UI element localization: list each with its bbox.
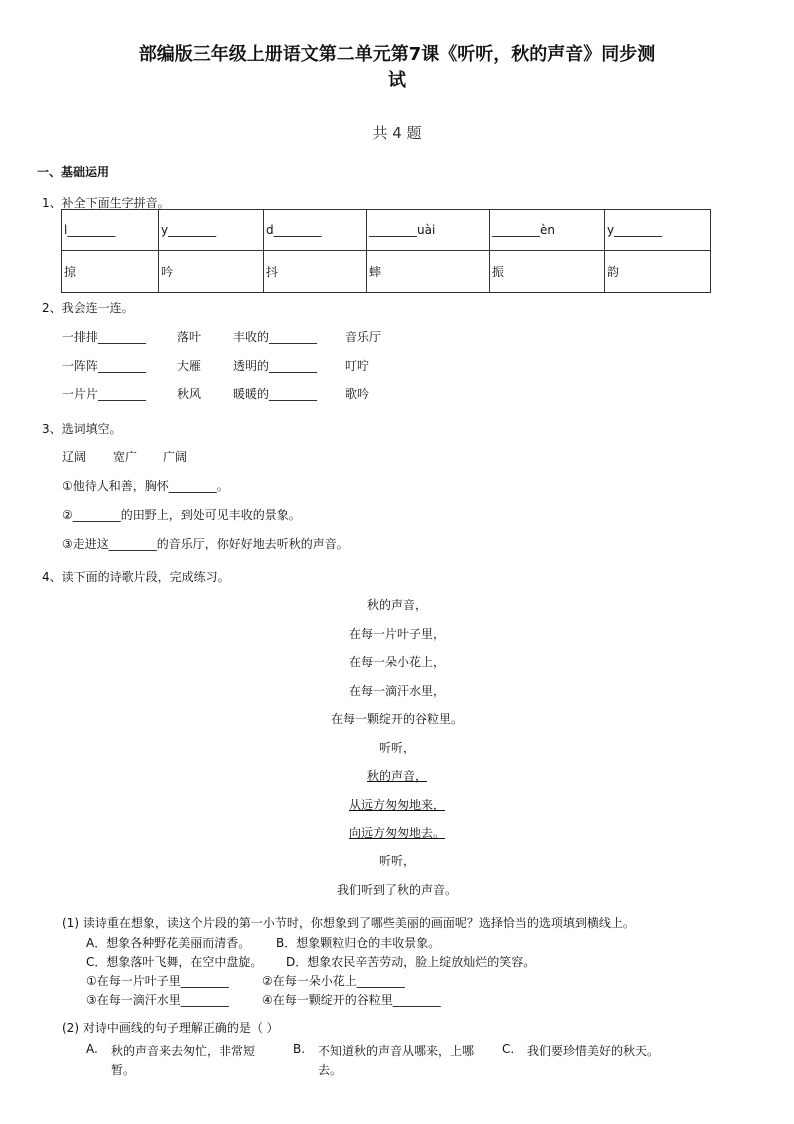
match-left-item: 一片片________ <box>62 387 147 401</box>
poem-line: 秋的声音， <box>366 598 427 612</box>
sub1-prompt: (1) 读诗重在想象，读这个片段的第一小节时，你想象到了哪些美丽的画面呢？选择恰当的选项填到横线上。 <box>62 916 635 930</box>
fill-blank: ①在每一片叶子里________ <box>86 974 229 988</box>
fill-item: ②________的田野上，到处可见丰收的景象。 <box>62 508 301 522</box>
poem-line: 在每一颗绽开的谷粒里。 <box>330 712 463 726</box>
pinyin-cell[interactable]: d________ <box>264 210 367 251</box>
poem-line-underlined <box>0 767 794 784</box>
word-option: 辽阔 <box>62 450 87 464</box>
poem-line: 我们听到了秋的声音。 <box>336 883 457 897</box>
match-left-item: 一阵阵________ <box>62 359 147 373</box>
pinyin-cell[interactable]: ________uài <box>367 210 490 251</box>
match-right-item: 丰收的________ <box>233 330 318 344</box>
section-heading: 一、基础运用 <box>37 165 110 179</box>
poem-line: 在每一滴汗水里， <box>348 684 445 698</box>
fill-item: ③走进这________的音乐厅，你好好地去听秋的声音。 <box>62 537 349 551</box>
char-row <box>62 251 711 293</box>
question-count: 共 4 题 <box>372 124 422 142</box>
choice-b-text-cont: 去。 <box>318 1063 343 1077</box>
sub2-prompt: (2) 对诗中画线的句子理解正确的是（ ） <box>62 1021 279 1035</box>
q3-prompt: 3、选词填空。 <box>42 422 122 436</box>
fill-item: ①他待人和善，胸怀________。 <box>62 479 229 493</box>
match-left-target: 落叶 <box>177 330 202 344</box>
choice-a-text: 秋的声音来去匆忙，非常短 <box>111 1044 256 1058</box>
choice-a-text-cont: 暂。 <box>111 1063 136 1077</box>
q1-prompt: 1、补全下面生字拼音。 <box>42 196 170 210</box>
char-cell: 抖 <box>264 251 367 293</box>
match-left-item: 一排排________ <box>62 330 147 344</box>
match-left-target: 秋风 <box>177 387 202 401</box>
pinyin-cell[interactable]: l________ <box>62 210 159 251</box>
char-cell: 振 <box>490 251 605 293</box>
fill-blank: ④在每一颗绽开的谷粒里________ <box>262 993 441 1007</box>
poem-line-underlined <box>0 796 794 813</box>
q2-prompt: 2、我会连一连。 <box>42 301 134 315</box>
poem-line: 在每一片叶子里， <box>348 627 445 641</box>
fill-blank: ②在每一朵小花上________ <box>262 974 405 988</box>
option-c: C．想象落叶飞舞，在空中盘旋。 <box>86 955 263 969</box>
poem-line: 听听， <box>378 854 415 868</box>
char-cell: 韵 <box>605 251 711 293</box>
doc-title-line1: 部编版三年级上册语文第二单元第7课《听听，秋的声音》同步测 <box>138 44 656 65</box>
pinyin-row <box>62 210 711 251</box>
poem-line-underlined <box>0 824 794 841</box>
char-cell: 蟀 <box>367 251 490 293</box>
match-right-target: 歌吟 <box>345 387 370 401</box>
poem-line: 听听， <box>378 741 415 755</box>
underlined-text: 秋的声音， <box>366 769 427 783</box>
choice-b-text: 不知道秋的声音从哪来，上哪 <box>318 1044 475 1058</box>
word-option: 宽广 <box>113 450 138 464</box>
match-right-target: 叮咛 <box>345 359 370 373</box>
choice-c-label: C. <box>502 1042 515 1056</box>
choice-c-text: 我们要珍惜美好的秋天。 <box>527 1044 660 1058</box>
pinyin-cell[interactable]: y________ <box>159 210 264 251</box>
underlined-text: 向远方匆匆地去。 <box>348 826 445 840</box>
match-right-item: 暖暖的________ <box>233 387 318 401</box>
match-left-target: 大雁 <box>177 359 202 373</box>
choice-b-label: B. <box>293 1042 306 1056</box>
choice-a-label: A. <box>86 1042 98 1056</box>
option-d: D．想象农民辛苦劳动，脸上绽放灿烂的笑容。 <box>286 955 536 969</box>
q4-prompt: 4、读下面的诗歌片段，完成练习。 <box>42 570 230 584</box>
match-right-item: 透明的________ <box>233 359 318 373</box>
poem-line: 在每一朵小花上， <box>348 655 445 669</box>
word-option: 广阔 <box>163 450 188 464</box>
option-a: A．想象各种野花美丽而清香。 <box>86 936 251 950</box>
pinyin-cell[interactable]: y________ <box>605 210 711 251</box>
char-cell: 吟 <box>159 251 264 293</box>
pinyin-cell[interactable]: ________èn <box>490 210 605 251</box>
option-b: B．想象颗粒归仓的丰收景象。 <box>276 936 441 950</box>
char-cell: 掠 <box>62 251 159 293</box>
fill-blank: ③在每一滴汗水里________ <box>86 993 229 1007</box>
underlined-text: 从远方匆匆地来， <box>348 798 445 812</box>
match-right-target: 音乐厅 <box>345 330 382 344</box>
pinyin-table <box>61 209 711 293</box>
doc-title-line2: 试 <box>388 70 406 91</box>
